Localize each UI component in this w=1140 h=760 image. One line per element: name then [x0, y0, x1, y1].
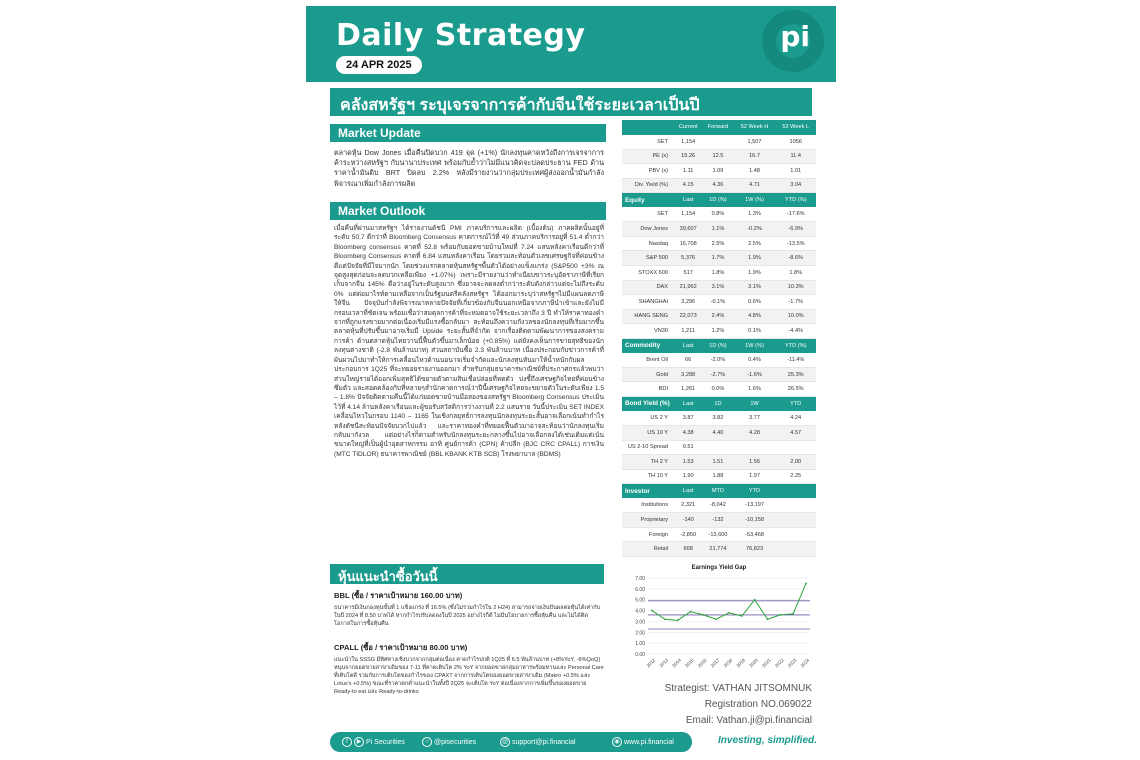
series-point — [779, 614, 781, 616]
table-cell: 4.24 — [775, 411, 816, 426]
table-cell: 4.57 — [775, 425, 816, 440]
table-cell: TH 10 Y — [622, 469, 674, 484]
table-row — [622, 382, 816, 397]
table-cell: PE (x) — [622, 149, 674, 164]
table-cell: 25.3% — [775, 367, 816, 382]
table-cell: 1.97 — [734, 469, 776, 484]
header-cell — [622, 120, 674, 135]
footer-support-label: support@pi.financial — [512, 738, 576, 746]
logo-text: pi — [780, 20, 810, 53]
table-cell: TH 2 Y — [622, 455, 674, 470]
table-cell: 2.5% — [734, 236, 776, 251]
mail-icon: @ — [501, 739, 509, 745]
table-cell: 1.2% — [702, 324, 733, 339]
table-cell: 1.7% — [702, 251, 733, 266]
table-cell: 3,296 — [674, 295, 702, 310]
x-tick-label: 2013 — [658, 657, 670, 669]
table-cell: US 2 Y — [622, 411, 674, 426]
table-cell: BDI — [622, 382, 674, 397]
table-cell: SET — [622, 207, 674, 222]
facebook-icon: f — [342, 737, 352, 747]
table-row — [622, 149, 816, 164]
table-row — [622, 280, 816, 295]
table-cell: 0.6% — [734, 295, 776, 310]
table-cell: 21,774 — [702, 542, 733, 557]
table-row — [622, 353, 816, 368]
section-header-row — [622, 338, 816, 353]
table-cell: Dow Jones — [622, 222, 674, 237]
table-cell: 16.7 — [734, 149, 776, 164]
table-cell: 1.56 — [734, 455, 776, 470]
x-tick-label: 2018 — [722, 657, 734, 669]
table-cell: 1.11 — [674, 164, 702, 179]
series-point — [805, 583, 807, 585]
table-cell: 2.00 — [775, 455, 816, 470]
table-cell: Brent Oil — [622, 353, 674, 368]
table-cell: 21,962 — [674, 280, 702, 295]
table-cell: STOXX 600 — [622, 265, 674, 280]
table-cell: 1.01 — [775, 164, 816, 179]
table-cell: -2.0% — [702, 353, 733, 368]
table-cell: -11.4% — [775, 353, 816, 368]
table-row — [622, 222, 816, 237]
y-tick-label: 1.00 — [635, 641, 645, 648]
table-cell: Institutions — [622, 498, 674, 513]
table-cell: 3.1% — [734, 280, 776, 295]
x-tick-label: 2015 — [684, 657, 695, 669]
header-cell: YTD (%) — [775, 338, 816, 353]
series-point — [715, 618, 717, 620]
y-tick-label: 2.00 — [635, 630, 645, 637]
header-cell: 1W — [734, 396, 776, 411]
table-cell: Gold — [622, 367, 674, 382]
table-cell — [775, 440, 816, 455]
header-cell — [775, 484, 816, 499]
x-tick-label: 2016 — [696, 657, 708, 669]
table-row — [622, 469, 816, 484]
x-tick-label: 2024 — [799, 657, 811, 669]
table-cell: -4.4% — [775, 324, 816, 339]
table-cell: 1.8% — [702, 265, 733, 280]
table-cell — [775, 513, 816, 528]
table-cell: SET — [622, 135, 674, 150]
y-tick-label: 5.00 — [635, 597, 645, 604]
table-cell: -53,468 — [734, 527, 776, 542]
table-cell: 1.53 — [674, 455, 702, 470]
table-cell: 4.8% — [734, 309, 776, 324]
table-cell: -2,850 — [674, 527, 702, 542]
table-cell: -17.6% — [775, 207, 816, 222]
table-cell: 1,154 — [674, 135, 702, 150]
chart-title: Earnings Yield Gap — [691, 565, 747, 571]
table-row — [622, 324, 816, 339]
table-cell: -13,600 — [702, 527, 733, 542]
table-row — [622, 440, 816, 455]
header-cell: 52 Week L — [775, 120, 816, 135]
table-cell: 11.4 — [775, 149, 816, 164]
table-cell: 10.3% — [775, 280, 816, 295]
x-tick-label: 2017 — [709, 657, 721, 669]
y-tick-label: 7.00 — [635, 576, 645, 582]
table-cell: SHANGHAI — [622, 295, 674, 310]
header-cell: Last — [674, 338, 702, 353]
header-cell: 52 Week H — [734, 120, 776, 135]
table-cell: 76,823 — [734, 542, 776, 557]
table-cell: 4.28 — [734, 425, 776, 440]
series-point — [664, 618, 666, 620]
table-cell: 22,073 — [674, 309, 702, 324]
header-cell: Last — [674, 396, 702, 411]
table-cell: 4.38 — [674, 425, 702, 440]
table-cell: 1.9% — [734, 251, 776, 266]
pi-logo — [726, 6, 836, 82]
x-tick-label: 2021 — [761, 657, 772, 669]
table-cell: 0.8% — [702, 207, 733, 222]
table-cell: Foreign — [622, 527, 674, 542]
table-cell: -13.5% — [775, 236, 816, 251]
series-point — [754, 599, 756, 601]
section-header-row — [622, 396, 816, 411]
table-cell: US 10 Y — [622, 425, 674, 440]
header-cell: YTD — [775, 396, 816, 411]
table-cell: S&P 500 — [622, 251, 674, 266]
header-cell: 1D — [702, 396, 733, 411]
table-cell: 4.36 — [702, 178, 733, 193]
table-row — [622, 178, 816, 193]
table-row — [622, 251, 816, 266]
tagline: Investing, simplified. — [718, 735, 817, 746]
stock-picks-heading: หุ้นแนะนำซื้อวันนี้ — [330, 564, 604, 584]
table-cell: 1,154 — [674, 207, 702, 222]
table-cell: 1.09 — [702, 164, 733, 179]
table-cell: -13,197 — [734, 498, 776, 513]
table-cell: 3.87 — [674, 411, 702, 426]
strategist-email: Email: Vathan.ji@pi.financial — [685, 715, 812, 726]
series-point — [728, 612, 730, 614]
table-cell: 668 — [674, 542, 702, 557]
table-cell: 2.5% — [702, 236, 733, 251]
table-cell: 1.1% — [702, 222, 733, 237]
table-cell: 1,507 — [734, 135, 776, 150]
series-point — [651, 610, 653, 612]
table-cell: 10.0% — [775, 309, 816, 324]
header-cell: 1D (%) — [702, 193, 733, 208]
report-page — [306, 6, 836, 756]
table-cell: 4.40 — [702, 425, 733, 440]
market-update-text: ตลาดหุ้น Dow Jones เมื่อคืนปิดบวก 419 จุด (+1%) นักลงทุนคาดหวังถึงการเจรจาการค้าระหว่างสหรัฐฯ กับนานาประเทศ พร้อมกับย้ำว่าไม่มีแนวคิดจะปลดประธาน FED ด้านราคาน้ำมันดิบ BRT ปิดลบ 2.2% หลังมีรายงานว่ากลุ่มประเทศผู้ส่งออกน้ำมันกำลังพิจารณาเพิ่มกำลังการผลิต — [334, 148, 604, 188]
table-cell: -6.9% — [775, 222, 816, 237]
report-title: Daily Strategy — [336, 18, 586, 53]
table-row — [622, 135, 816, 150]
table-cell: -1.6% — [734, 367, 776, 382]
table-row — [622, 164, 816, 179]
table-cell: 2.4% — [702, 309, 733, 324]
table-cell: 1.3% — [734, 207, 776, 222]
globe-icon: ◉ — [612, 737, 622, 747]
table-cell: 0.51 — [674, 440, 702, 455]
table-row — [622, 309, 816, 324]
table-cell: 1.6% — [734, 382, 776, 397]
instagram-icon: ○ — [422, 737, 432, 747]
table-row — [622, 236, 816, 251]
table-row — [622, 455, 816, 470]
table-cell: -1.7% — [775, 295, 816, 310]
table-row — [622, 542, 816, 557]
table-row — [622, 265, 816, 280]
table-cell — [775, 542, 816, 557]
footer-support[interactable] — [500, 737, 576, 747]
table-header-row — [622, 120, 816, 135]
header-cell: YTD (%) — [775, 193, 816, 208]
table-cell: -2.7% — [702, 367, 733, 382]
table-cell: 12.5 — [702, 149, 733, 164]
table-cell: HANG SENG — [622, 309, 674, 324]
y-tick-label: 4.00 — [635, 608, 645, 615]
section-title: Bond Yield (%) — [622, 396, 674, 411]
header-cell: Last — [674, 484, 702, 499]
header-cell: 1D (%) — [702, 338, 733, 353]
table-cell: 1.48 — [734, 164, 776, 179]
table-cell: 2.25 — [775, 469, 816, 484]
market-update-heading: Market Update — [330, 124, 606, 142]
table-row — [622, 498, 816, 513]
market-data-table — [622, 120, 816, 557]
series-point — [677, 619, 679, 621]
headline-banner: คลังสหรัฐฯ ระบุเจรจาการค้ากับจีนใช้ระยะเวลาเป็นปี — [330, 88, 812, 116]
section-title: Equity — [622, 193, 674, 208]
table-cell: Retail — [622, 542, 674, 557]
y-tick-label: 3.00 — [635, 619, 645, 626]
table-cell: 3.82 — [702, 411, 733, 426]
table-row — [622, 425, 816, 440]
series-point — [690, 611, 692, 613]
table-row — [622, 513, 816, 528]
table-cell: US 2-10 Spread — [622, 440, 674, 455]
footer-social[interactable] — [342, 737, 405, 747]
x-tick-label: 2022 — [773, 657, 785, 669]
x-tick-label: 2012 — [645, 657, 657, 669]
header-cell: YTD — [734, 484, 776, 499]
table-cell: VN30 — [622, 324, 674, 339]
table-cell — [734, 440, 776, 455]
footer-handle[interactable] — [422, 737, 476, 747]
table-cell: 3.1% — [702, 280, 733, 295]
table-cell: 1056 — [775, 135, 816, 150]
market-outlook-text: เมื่อคืนที่ผ่านมาสหรัฐฯ ได้รายงานดัชนี PMI ภาคบริการและผลิต (เบื้องต้น) ภาคผลิตนั้นอยู่ที่ระดับ 50.7 ดีกว่าที่ Bloomberg Consensus คาดการณ์ไว้ที่ 49 ส่วนภาคบริการอยู่ที่ 51.4 ต่ำกว่า Bloomberg consensus คาดที่ 52.8 พร้อมกับยอดขายบ้านใหม่ที่ 7.24 แสนหลังคาเรือนดีกว่าที่ Bloomberg Consensus คาดที่ 6.84 แสนหลังคาเรือน โดยรวมสะท้อนตัวเลขเศรษฐกิจที่ค่อนข้างดีแต่ปัจจัยที่มีใจมากนัก โดยช่วงแรกตลาดหุ้นสหรัฐฯพื้นตัวได้อย่างแข็งแกร่ง (S&P500 +3% ณ จุดสูงสุดก่อนจะลดบวกเหลือเพียง +1.07%) เพราะมีรายงานว่าทำเนียบขาวระบุอัตราภาษีที่เรียกเก็บจากจีน 145% ดีอว่าอยู่ในระดับสูงมาก ซึ่งอาจจะลดลงต่ำกว่าระดับดังกล่าวแต่จะไม่ถึงระดับ 0% แต่ต่อมาไรท์ตามเหลือจากเบ็นรัฐมนตรีคลังสหรัฐฯ ได้ออกมาระบุว่าสหรัฐฯไม่มีแผนลดภาษีให้จีน ปัจจุบันกำลังพิจารณาหลายปัจจัยที่เกี่ยวข้องกับจีนนอกเหนือจากภาษีนำเข้าและยังไม่มีกรอบเวลาที่ชัดเจน พร้อมเชื่อว่าสมดุลการค้าที่จะหมดอาจใช้ระยะเวลาถึง 3 ปี ทำให้ราคาทองคำจากที่ถูกแรงขายมากต่อเนื่องเริ่มมีแรงซื้อกลับมา สะท้อนถึงความกังวลของนักลงทุนที่เริ่มมากขึ้นตลาดหุ้นที่ปรับขึ้นมาอาจเริ่มมี Upside ระยะสั้นที่จำกัด จากเรื่องติดตามพัฒนาการของสงครามการค้า ด้านตลาดหุ้นไทยวานนี้ฟื้นตัวขึ้นมาเล็กน้อย (+0.85%) แต่ยังคงเห็นการขายสุทธิของนักลงทุนต่างชาติ (-2.8 พันล้านบาท) ส่วนสถาบันซื้อ 2.3 พันล้านบาท เนื่องประกอบกับข่าวการค้าที่ผันผวนไปมาทำให้การเคลื่อนไหวด้านนอนาจเริ่มจำกัดและนักลงทุนหันมาให้น้ำหนักกับผลประกอบการ 1Q25 ที่จะทยอยรายงานออกมา สำหรับกลุ่มธนาคารพาณิชย์ที่ประกาศกรแล้วพบว่าส่วนใหญ่รายได้ออกเพิ่มสุทธิได้ขยายตัวตามสินเชื่อปล่อยที่หดตัว บ่งชี้ถึงเศรษฐกิจไทยที่ค่อนข้างซึมตัว และสอดคล้องกับที่หลายๆสำนักคาดการณ์ว่าปีนี้เศรษฐกิจไทยจะขยายตัวในระดับเพียง 1.5 – 1.8% ปัจจัยติดตามคืนนี้ได้แก่ยอดขายบ้านมือสองของสหรัฐฯ Bloomberg Consensus ประเมินไว้ที่ 4.14 ล้านหลังคาเรือนและผู้ขอรับสวัสดิการว่างงานที่ 2.2 แสนราย วันนี้ประเมิน SET INDEX เคลื่อนไหวในกรอบ 1140 – 1165 ในเชิงกลยุทธ์การลงทุนนักลงทุนระยะสั้นอาจเลือกเน้นทำกำไรหลังดัชนีสะท้อนปัจจัยบวกไปแล้ว และราคาทองคำที่ทยอยฟื้นตัวมาอาจสะท้อนว่านักลงทุนเริ่มกลับมากังวล แต่อย่างไรก็ตามสำหรับนักลงทุนระยะกลางขึ้นไปอาจเลือกลงได้เช่นเดิมแต่เน้นขนาดใหญ่ที่เป็นผู้นำอุตสาหกรรม อาทิ ศูนย์การค้า (CPN) ค้าปลีก (BJC CRC CPALL) การเงิน (MTC TIDLOR) ธนาคารพาณิชย์ (BBL KBANK KTB SCB) โรงพยาบาล (BDMS) — [334, 225, 604, 458]
table-cell: 39,607 — [674, 222, 702, 237]
table-cell: -140 — [674, 513, 702, 528]
table-cell: 3,288 — [674, 367, 702, 382]
table-cell: 15.26 — [674, 149, 702, 164]
table-cell: 26.5% — [775, 382, 816, 397]
header-cell: Last — [674, 193, 702, 208]
series-point — [741, 615, 743, 617]
table-cell: 3.04 — [775, 178, 816, 193]
table-cell: -8.6% — [775, 251, 816, 266]
pick-heading-cpall: CPALL (ซื้อ / ราคาเป้าหมาย 80.00 บาท) — [334, 643, 468, 652]
footer-bar — [330, 732, 692, 752]
series-point — [702, 614, 704, 616]
header-cell: Current — [674, 120, 702, 135]
table-cell: 0.4% — [734, 353, 776, 368]
table-cell: 1,211 — [674, 324, 702, 339]
section-title: Commodity — [622, 338, 674, 353]
table-cell: Nasdaq — [622, 236, 674, 251]
table-cell: -8,042 — [702, 498, 733, 513]
table-row — [622, 207, 816, 222]
table-cell: 517 — [674, 265, 702, 280]
header-cell: 1W (%) — [734, 193, 776, 208]
table-cell: 4.15 — [674, 178, 702, 193]
table-cell: 1,261 — [674, 382, 702, 397]
table-cell: 0.1% — [734, 324, 776, 339]
table-cell — [702, 440, 733, 455]
table-cell — [775, 498, 816, 513]
table-cell: -0.1% — [702, 295, 733, 310]
table-cell: 2,321 — [674, 498, 702, 513]
x-tick-label: 2020 — [748, 657, 759, 669]
y-tick-label: 6.00 — [635, 586, 645, 593]
table-cell — [702, 135, 733, 150]
earnings-yield-gap-chart — [622, 558, 816, 682]
table-cell: 1.8% — [775, 265, 816, 280]
header-cell: MTD — [702, 484, 733, 499]
report-header — [306, 6, 836, 82]
x-tick-label: 2023 — [786, 657, 798, 669]
registration-number: Registration NO.069022 — [704, 699, 812, 710]
table-cell: 4.71 — [734, 178, 776, 193]
table-row — [622, 527, 816, 542]
section-header-row — [622, 193, 816, 208]
pick-heading-bbl: BBL (ซื้อ / ราคาเป้าหมาย 160.00 บาท) — [334, 591, 463, 600]
table-cell: 1.51 — [702, 455, 733, 470]
strategist-name: Strategist: VATHAN JITSOMNUK — [664, 683, 812, 694]
y-tick-label: 0.00 — [635, 652, 645, 658]
section-title: Investor — [622, 484, 674, 499]
header-cell: 1W (%) — [734, 338, 776, 353]
table-row — [622, 295, 816, 310]
table-cell: -10,158 — [734, 513, 776, 528]
series-point — [792, 613, 794, 615]
table-cell: PBV (x) — [622, 164, 674, 179]
footer-social-label: Pi Securities — [366, 738, 405, 746]
table-cell: Proprietary — [622, 513, 674, 528]
market-outlook-heading: Market Outlook — [330, 202, 606, 220]
x-tick-label: 2014 — [671, 657, 682, 669]
table-cell: 66 — [674, 353, 702, 368]
table-cell: -0.2% — [734, 222, 776, 237]
table-cell: Div. Yield (%) — [622, 178, 674, 193]
table-cell: -132 — [702, 513, 733, 528]
report-date-badge: 24 APR 2025 — [336, 56, 422, 74]
series-point — [767, 618, 769, 620]
table-row — [622, 367, 816, 382]
footer-handle-label: @pisecurities — [434, 738, 477, 746]
section-header-row — [622, 484, 816, 499]
footer-web[interactable] — [612, 737, 674, 747]
youtube-icon: ▶ — [354, 737, 364, 747]
x-tick-label: 2019 — [735, 657, 747, 669]
pick-text-cpall: แนะนำใน SSSG มีทิศทางเชิงบวกจากกลุ่มต่อเนื่อง คาดกำไรปกติ 1Q25 ที่ 6.5 พันล้านบาท (+8%YoY, -6%QoQ) หนุนจากยอดขายสาขาเดิมของ 7-11 ที่คาดเติบโต 2% YoY จากยอดขายกลุ่มอาหารพร้อมทานและ Personal Care ที่เติบโตดี รวมกับการเติบโตของกำไรของ CPAXT จากการเติบโตของยอดขายสาขาเดิม (Makro +0.5% และ Lotus's +0.5%) ขณะที่ราคาตกต่ำแนะนำในทั้งปี 2Q25 จะเติบโต YoY ต่อเนื่องจากการเพิ่มขึ้นของยอดขาย Ready-to eat และ Ready-to-drinks — [334, 657, 604, 695]
table-cell: 0.0% — [702, 382, 733, 397]
table-row — [622, 411, 816, 426]
pick-text-bbl: ธนาคารมีเงินกองทุนขั้นที่ 1 แข็งแกร่ง ที่ 16.5% (ซึ่งไม่รวมกำไรใน 2 H24) สามารถจ่ายเงินปันผลต่อหุ้นได้เท่ากับในปี 2024 ที่ 8.50 บาทได้ หากกำไรปรับลดลงในปี 2025 อย่างไรก็ดี ไม่มีนโยบายการซื้อหุ้นคืน และไม่ได้ติดโอกาสในการซื้อหุ้นคืน — [334, 605, 601, 627]
table-cell: 1.88 — [702, 469, 733, 484]
table-cell: 5,376 — [674, 251, 702, 266]
table-cell — [775, 527, 816, 542]
table-cell: 3.77 — [734, 411, 776, 426]
table-cell: 1.9% — [734, 265, 776, 280]
table-cell: 1.90 — [674, 469, 702, 484]
header-cell: Forward — [702, 120, 733, 135]
table-cell: 16,708 — [674, 236, 702, 251]
footer-web-label: www.pi.financial — [624, 738, 674, 746]
table-cell: DAX — [622, 280, 674, 295]
